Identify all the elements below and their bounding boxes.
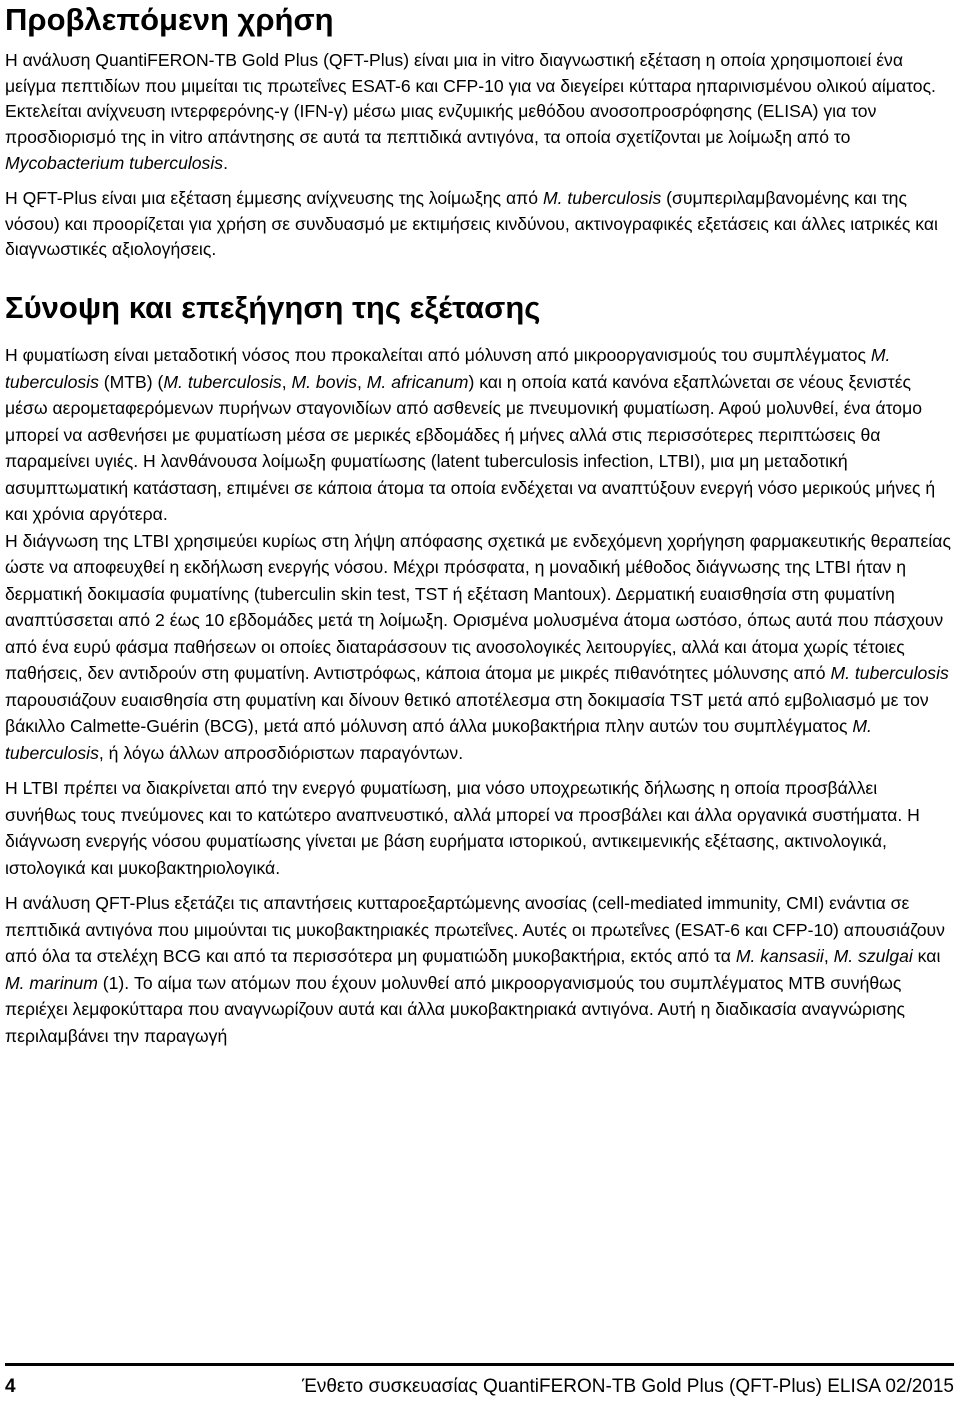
- organism-name: M. marinum: [5, 972, 98, 993]
- paragraph: Η QFT-Plus είναι μια εξέταση έμμεσης ανίχνευσης της λοίμωξης από M. tuberculosis (συμπεριλαμβανομένης και της νόσου) και προορίζεται για χρήση σε συνδυασμό με εκτιμήσεις κινδύνου, ακτινογραφικές εξετάσεις και άλλες ιατρικές και διαγνωστικές αξιολογήσεις.: [5, 188, 938, 260]
- organism-name: M. bovis: [291, 371, 357, 392]
- document-page: [5, 0, 953, 1058]
- footer-document-info: [302, 1376, 954, 1398]
- paragraph: Η ανάλυση QFT-Plus εξετάζει τις απαντήσεις κυτταροεξαρτώμενης ανοσίας (cell-mediated immunity, CMI) ενάντια σε πεπτιδικά αντιγόνα που μιμούνται τις μυκοβακτηριακές πρωτεΐνες. Αυτές οι πρωτεΐνες (ESAT-6 και CFP-10) απουσιάζουν από όλα τα στελέχη BCG και από τα περισσότερα μη φυματιώδη μυκοβακτήρια, εκτός από τα M. kansasii, M. szulgai και M. marinum (1). Το αίμα των ατόμων που έχουν μολυνθεί από μικροοργανισμούς του συμπλέγματος MTB συνήθως περιέχει λεμφοκύτταρα που αναγνωρίζουν αυτά και άλλα μυκοβακτηριακά αντιγόνα. Αυτή η διαδικασία αναγνώρισης περιλαμβάνει την παραγωγή: [5, 893, 945, 1046]
- paragraph: Η φυματίωση είναι μεταδοτική νόσος που προκαλείται από μόλυνση από μικροοργανισμούς του συμπλέγματος M. tuberculosis (MTB) (M. tuberculosis, M. bovis, M. africanum) και η οποία κατά κανόνα εξαπλώνεται σε νέους ξενιστές μέσω αερομεταφερόμενων πυρήνων σταγονιδίων από ασθενείς με πνευμονική φυματίωση. Αφού μολυνθεί, ένα άτομο μπορεί να ασθενήσει με φυματίωση μέσα σε μερικές εβδομάδες ή μήνες αλλά στις περισσότερες περιπτώσεις θα παραμείνει υγιές. Η λανθάνουσα λοίμωξη φυματίωσης (latent tuberculosis infection, LTBI), μια μη μεταδοτική ασυμπτωματική κατάσταση, επιμένει σε κάποια άτομα τα οποία ενδέχεται να αναπτύξουν ενεργή νόσο μερικούς μήνες ή και χρόνια αργότερα.: [5, 345, 936, 525]
- organism-name: Mycobacterium tuberculosis: [5, 152, 224, 173]
- section-title-summary: Σύνοψη και επεξήγηση της εξέτασης: [5, 289, 541, 325]
- organism-name: M. tuberculosis: [163, 371, 282, 392]
- organism-name: M. tuberculosis: [830, 663, 949, 684]
- footer-row: [5, 1376, 954, 1398]
- footer-date: 02/2015: [885, 1376, 954, 1397]
- organism-name: M. africanum: [366, 371, 469, 392]
- organism-name: M. kansasii: [735, 946, 824, 967]
- page-footer: [5, 1363, 954, 1398]
- paragraph: Η LTBI πρέπει να διακρίνεται από την ενεργό φυματίωση, μια νόσο υποχρεωτικής δήλωσης η οποία προσβάλλει συνήθως τους πνεύμονες και το κατώτερο αναπνευστικό, αλλά μπορεί να προσβάλει και άλλα οργανικά συστήματα. Η διάγνωση ενεργής νόσου φυματίωσης γίνεται με βάση ευρήματα ιστορικού, αντικειμενικής εξέτασης, ακτινολογικά, ιστολογικά και μυκοβακτηριολογικά.: [5, 778, 920, 878]
- footer-divider: [5, 1363, 954, 1366]
- organism-name: M. tuberculosis: [542, 188, 662, 209]
- summary-section: [5, 289, 953, 1049]
- organism-name: M. tuberculosis: [5, 716, 872, 763]
- intended-use-section: [5, 0, 953, 263]
- paragraph: Η ανάλυση QuantiFERON-TB Gold Plus (QFT-Plus) είναι μια in vitro διαγνωστική εξέταση η οποία χρησιμοποιεί ένα μείγμα πεπτιδίων που μιμείται τις πρωτεΐνες ESAT-6 και CFP-10 για να διεγείρει κύτταρα ηπαρινισμένου ολικού αίματος. Εκτελείται ανίχνευση ιντερφερόνης-γ (IFN-γ) μέσω μιας ενζυμικής μεθόδου ανοσοπροσρόφησης (ELISA) για τον προσδιορισμό της in vitro απάντησης σε αυτά τα πεπτιδικά αντιγόνα, τα οποία σχετίζονται με λοίμωξη από το Mycobacterium tuberculosis.: [5, 50, 936, 173]
- organism-name: M. szulgai: [833, 946, 913, 967]
- footer-document-title: Ένθετο συσκευασίας QuantiFERON-TB Gold Plus (QFT-Plus) ELISA: [301, 1376, 881, 1397]
- section-title-intended-use: Προβλεπόμενη χρήση: [5, 2, 334, 37]
- page-number: 4: [5, 1376, 16, 1397]
- organism-name: M. tuberculosis: [5, 345, 891, 392]
- paragraph: Η διάγνωση της LTBI χρησιμεύει κυρίως στη λήψη απόφασης σχετικά με ενδεχόμενη χορήγηση φαρμακευτικής θεραπείας ώστε να αποφευχθεί η εκδήλωση ενεργής νόσου. Μέχρι πρόσφατα, η μοναδική μέθοδος διάγνωσης της LTBI ήταν η δερματική δοκιμασία φυματίνης (tuberculin skin test, TST ή εξέταση Mantoux). Δερματική ευαισθησία στη φυματίνη αναπτύσσεται από 2 έως 10 εβδομάδες μετά τη λοίμωξη. Ορισμένα μολυσμένα άτομα ωστόσο, όπως αυτά που πάσχουν από ένα ευρύ φάσμα παθήσεων οι οποίες διαταράσσουν τις ανοσολογικές λειτουργίες, αλλά και άτομα χωρίς τέτοιες παθήσεις, δεν αντιδρούν στη φυματίνη. Αντιστρόφως, κάποια άτομα με μικρές πιθανότητες μόλυνσης από M. tuberculosis παρουσιάζουν ευαισθησία στη φυματίνη και δίνουν θετικό αποτέλεσμα στη δοκιμασία TST μετά από εμβολιασμό με τον βάκιλλο Calmette-Guérin (BCG), μετά από μόλυνση από άλλα μυκοβακτήρια πλην αυτών του συμπλέγματος M. tuberculosis, ή λόγω άλλων απροσδιόριστων παραγόντων.: [5, 530, 951, 763]
